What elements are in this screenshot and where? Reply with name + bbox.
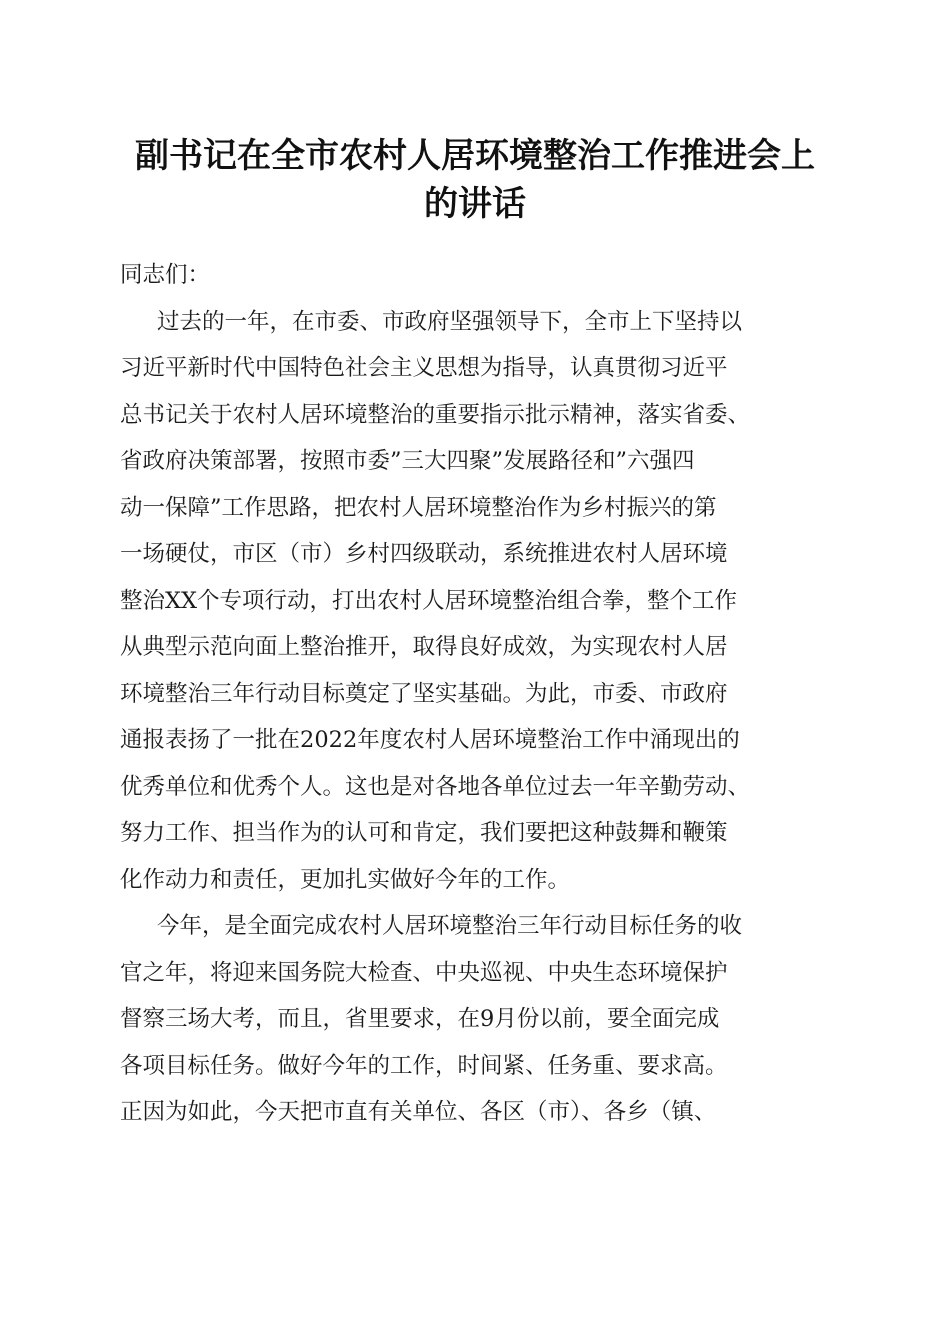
document-body [120, 252, 836, 1136]
paragraph-line: 各项目标任务。做好今年的工作，时间紧、任务重、要求高。 [120, 1052, 728, 1079]
title-line-2: 的讲话 [424, 184, 526, 224]
salutation: 同志们： [120, 262, 211, 288]
paragraph-line: 习近平新时代中国特色社会主义思想为指导，认真贯彻习近平 [120, 355, 728, 381]
paragraph-2 [120, 903, 836, 1136]
paragraph-line: 动一保障”工作思路，把农村人居环境整治作为乡村振兴的第 [120, 494, 717, 521]
paragraph-line: 努力工作、担当作为的认可和肯定，我们要把这种鼓舞和鞭策 [120, 820, 728, 846]
paragraph-1 [120, 299, 836, 904]
paragraph-line: 从典型示范向面上整治推开，取得良好成效，为实现农村人居 [120, 634, 728, 660]
paragraph-line: 总书记关于农村人居环境整治的重要指示批示精神，落实省委、 [120, 401, 751, 428]
paragraph-line: 化作动力和责任，更加扎实做好今年的工作。 [120, 866, 571, 893]
paragraph-line: 通报表扬了一批在2022年度农村人居环境整治工作中涌现出的 [120, 727, 740, 753]
paragraph-line: 过去的一年，在市委、市政府坚强领导下，全市上下坚持以 [157, 308, 743, 335]
paragraph-line: 整治XX个专项行动，打出农村人居环境整治组合拳，整个工作 [120, 587, 738, 614]
paragraph-line: 省政府决策部署，按照市委”三大四聚”发展路径和”六强四 [120, 448, 695, 474]
paragraph-line: 正因为如此，今天把市直有关单位、各区（市）、各乡（镇、 [120, 1099, 717, 1125]
paragraph-line: 优秀单位和优秀个人。这也是对各地各单位过去一年辛勤劳动、 [120, 773, 751, 800]
paragraph-line: 环境整治三年行动目标奠定了坚实基础。为此，市委、市政府 [120, 680, 728, 707]
paragraph-line: 一场硬仗，市区（市）乡村四级联动，系统推进农村人居环境 [120, 541, 728, 567]
paragraph-line: 官之年，将迎来国务院大检查、中央巡视、中央生态环境保护 [120, 959, 728, 986]
title-line-1: 副书记在全市农村人居环境整治工作推进会上 [135, 136, 815, 176]
paragraph-line: 督察三场大考，而且，省里要求，在9月份以前，要全面完成 [120, 1006, 720, 1032]
document-title [110, 132, 840, 228]
paragraph-line: 今年，是全面完成农村人居环境整治三年行动目标任务的收 [157, 913, 743, 939]
